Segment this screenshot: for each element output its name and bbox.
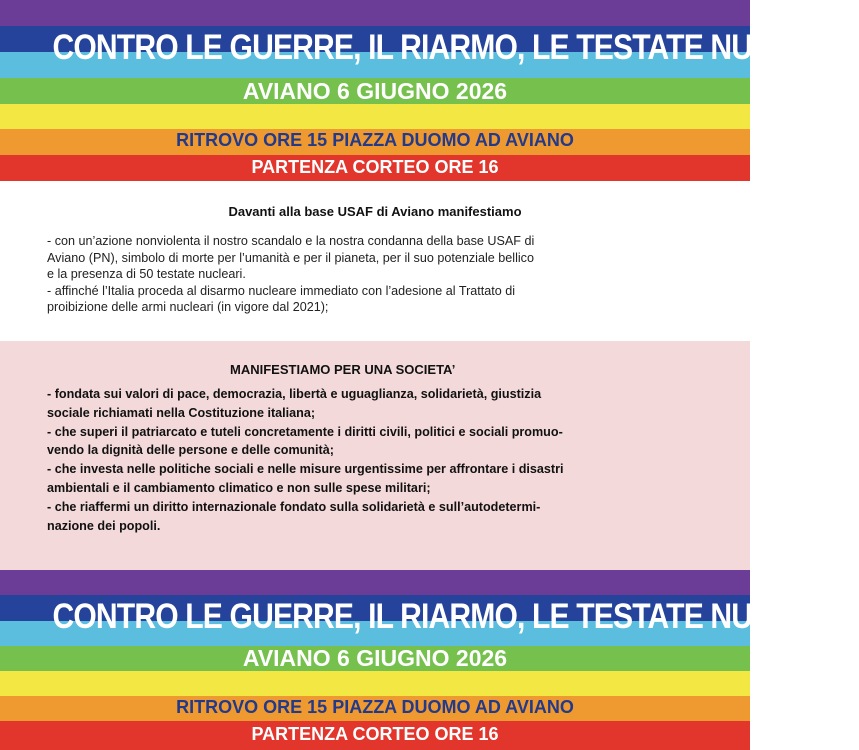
section2-line: - fondata sui valori di pace, democrazia, libertà e uguaglianza, solidarietà, giustizia — [47, 387, 542, 401]
stripe-violet-bottom — [0, 570, 750, 595]
section2-line: ambientali e il cambiamento climatico e non sulle spese militari; — [47, 480, 431, 495]
section2-line: - che investa nelle politiche sociali e nelle misure urgentissime per affrontare i disastri — [47, 462, 564, 477]
section1-heading: Davanti alla base USAF di Aviano manifestiamo — [228, 204, 522, 219]
section1-line: e la presenza di 50 testate nucleari. — [47, 267, 246, 281]
banner-date-bottom: AVIANO 6 GIUGNO 2026 — [242, 645, 508, 671]
stripe-yellow-bottom — [0, 671, 750, 696]
banner-departure-bottom: PARTENZA CORTEO ORE 16 — [251, 724, 499, 744]
section1-text — [47, 233, 737, 316]
stripe-violet-top — [0, 0, 750, 26]
section2-line: sociale richiamati nella Costituzione italiana; — [47, 405, 316, 420]
banner-meeting-bottom: RITROVO ORE 15 PIAZZA DUOMO AD AVIANO — [176, 697, 574, 717]
banner-meeting-top: RITROVO ORE 15 PIAZZA DUOMO AD AVIANO — [176, 130, 574, 150]
banner-departure-top: PARTENZA CORTEO ORE 16 — [251, 157, 499, 177]
section2-text — [47, 385, 737, 535]
section2-line: nazione dei popoli. — [47, 518, 161, 533]
section2-line: - che superi il patriarcato e tuteli concretamente i diritti civili, politici e sociali promuo- — [47, 424, 563, 439]
section2-line: vendo la dignità delle persone e delle comunità; — [47, 443, 334, 458]
section1-line: - affinché l’Italia proceda al disarmo nucleare immediato con l’adesione al Trattato di — [47, 283, 516, 298]
section1-line: proibizione delle armi nucleari (in vigore dal 2021); — [47, 300, 329, 314]
stripe-yellow-top — [0, 104, 750, 129]
section2-line: - che riaffermi un diritto internazionale fondato sulla solidarietà e sull’autodetermi- — [47, 499, 541, 514]
banner-title-top: CONTRO LE GUERRE, IL RIARMO, LE TESTATE NUCLEARI — [52, 28, 859, 67]
banner-date-top: AVIANO 6 GIUGNO 2026 — [242, 78, 508, 104]
section1-line: Aviano (PN), simbolo di morte per l’umanità e per il pianeta, per il suo potenziale bellico — [47, 250, 534, 265]
section1-line: - con un’azione nonviolenta il nostro scandalo e la nostra condanna della base USAF di — [47, 234, 535, 248]
banner-title-bottom: CONTRO LE GUERRE, IL RIARMO, LE TESTATE NUCLEARI — [52, 597, 859, 636]
section2-heading: MANIFESTIAMO PER UNA SOCIETA’ — [230, 362, 456, 377]
